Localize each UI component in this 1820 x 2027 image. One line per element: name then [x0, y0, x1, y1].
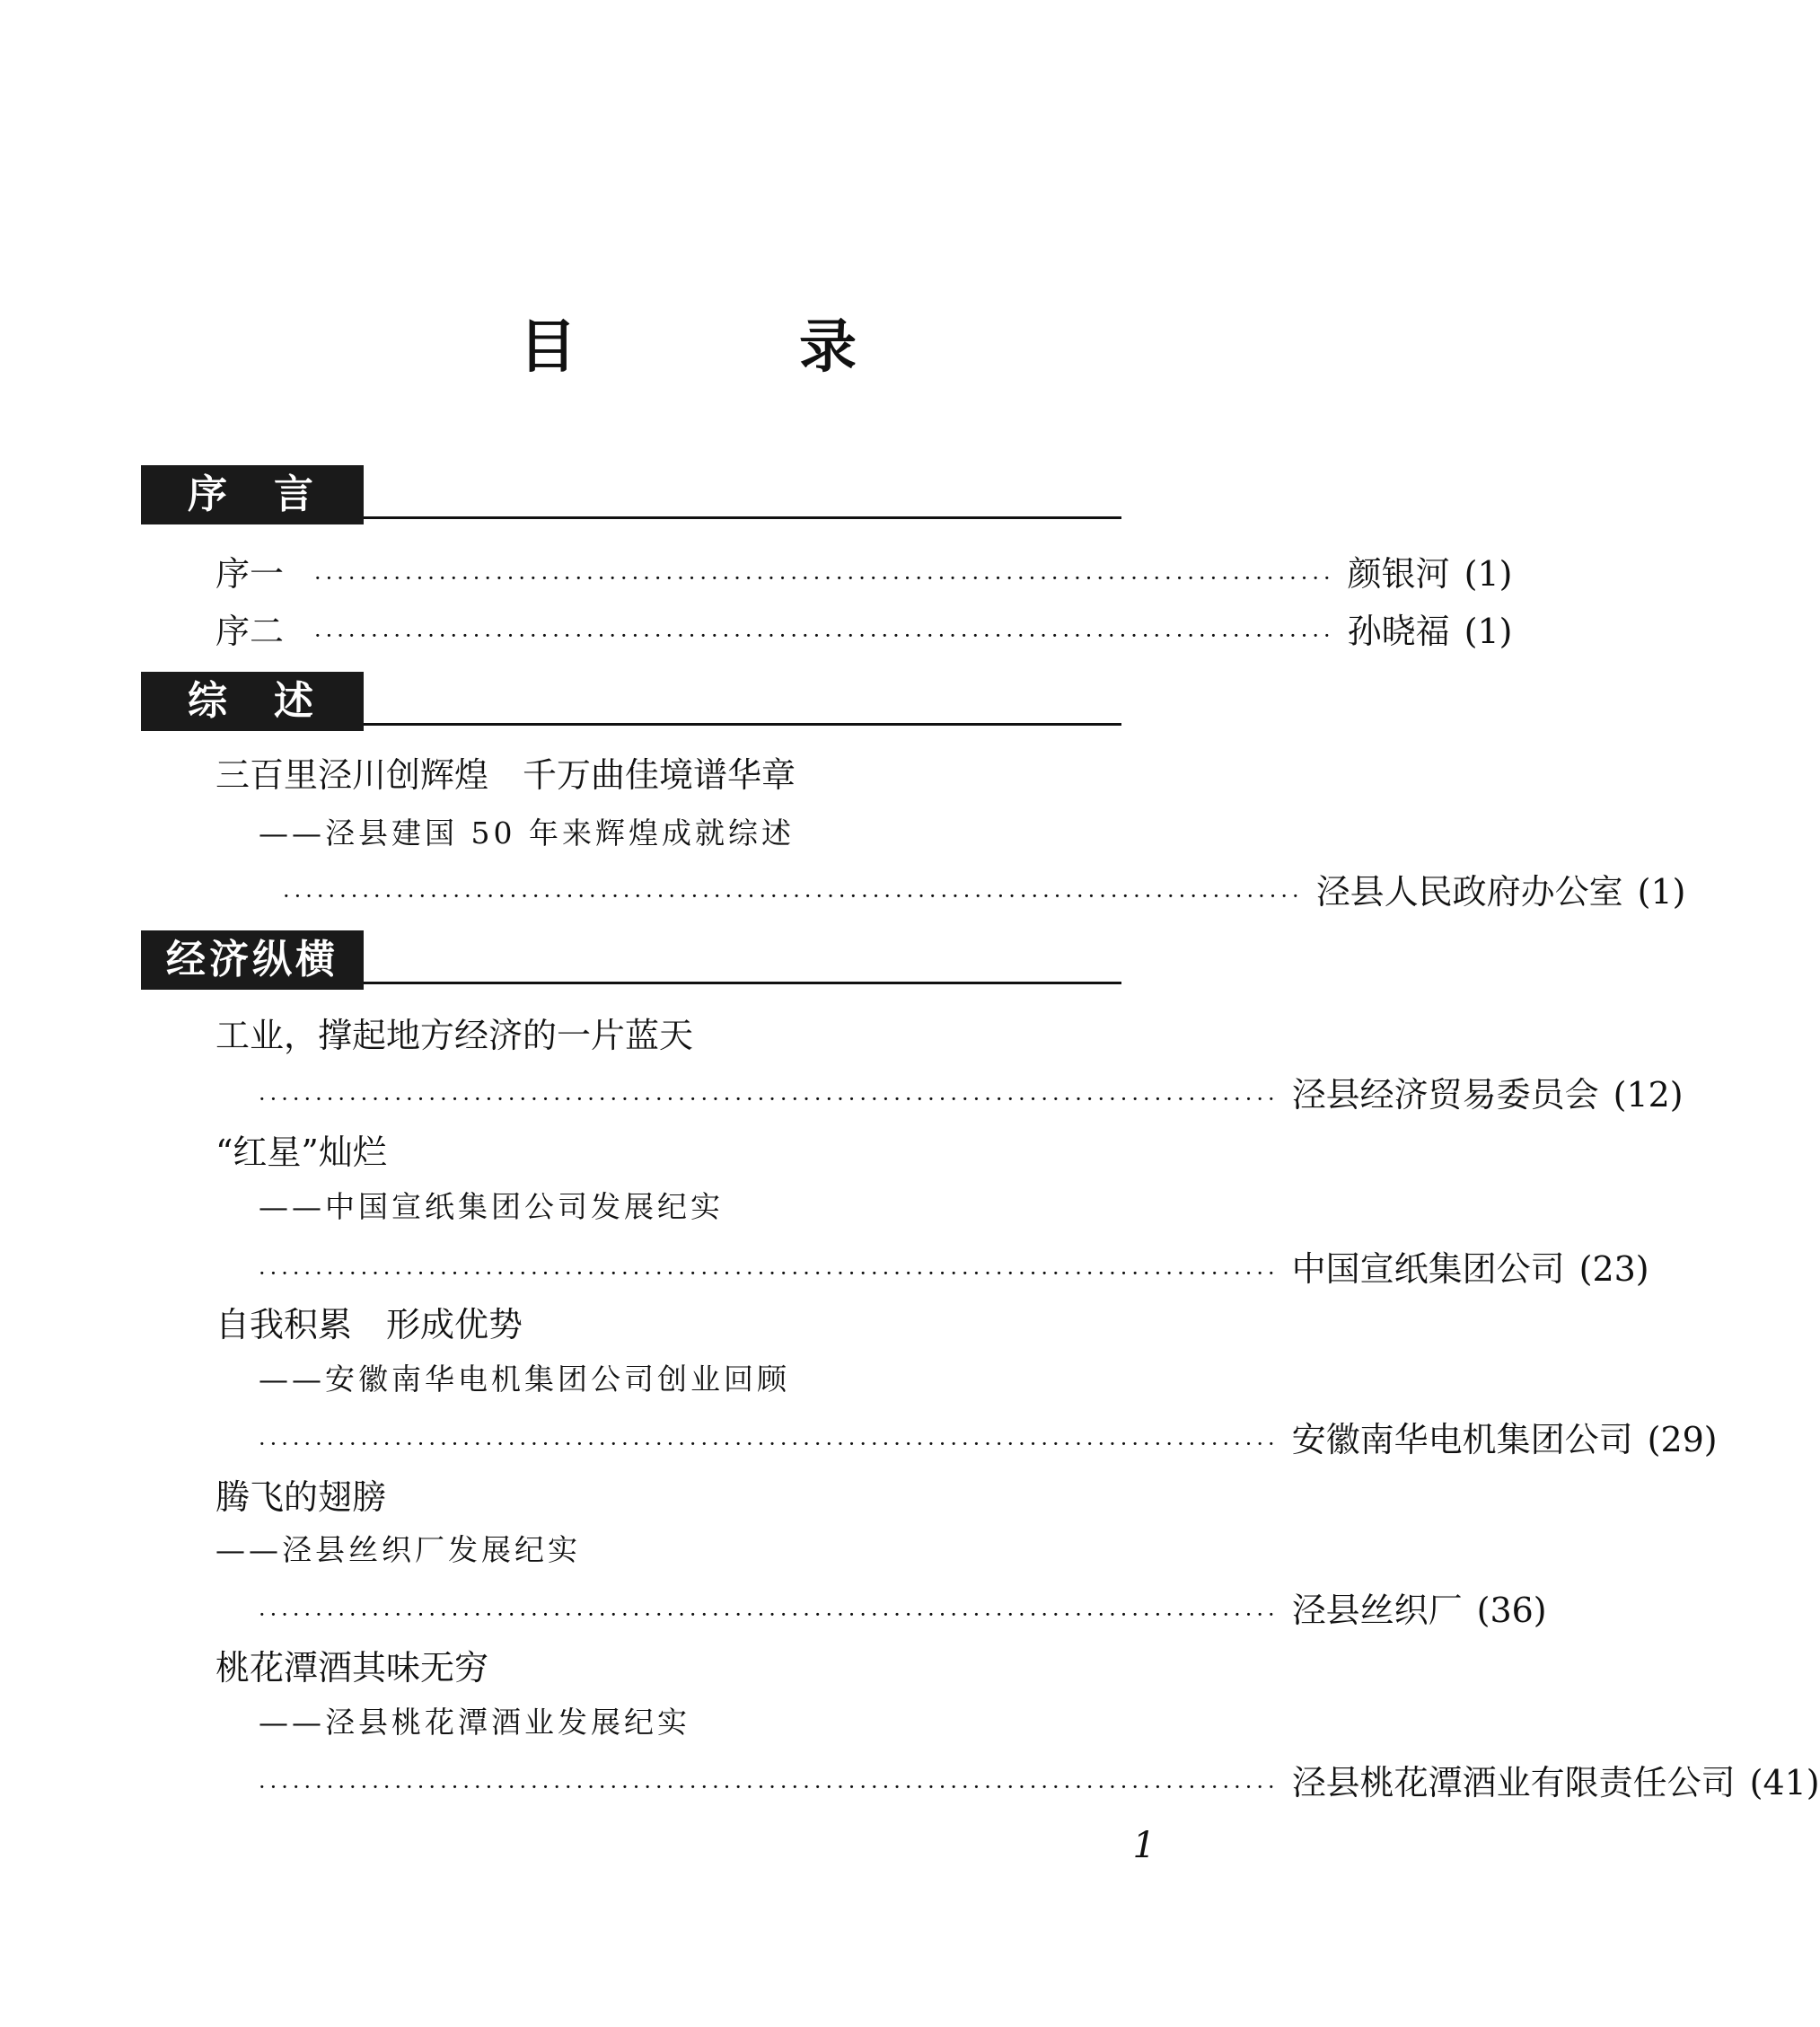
dot-leader: ··························································································: [259, 1087, 1279, 1112]
toc-entry-title[interactable]: 三百里泾川创辉煌 千万曲佳境谱华章: [215, 755, 796, 795]
toc-entry-page: (29): [1647, 1420, 1718, 1459]
dot-leader: ··························································································: [259, 1261, 1279, 1286]
toc-entry-subtitle: ——泾县丝织厂发展纪实: [215, 1532, 581, 1567]
toc-entry-title[interactable]: 序二: [215, 612, 285, 651]
dot-leader: ··························································································: [314, 623, 1335, 648]
section-rule: [364, 516, 1121, 519]
toc-entry-page: (41): [1749, 1763, 1820, 1802]
toc-entry-page: (36): [1476, 1591, 1547, 1630]
toc-entry-author: 颜银河: [1347, 554, 1450, 594]
dot-leader: ··························································································: [259, 1602, 1279, 1627]
toc-entry-subtitle: ——泾县桃花潭酒业发展纪实: [259, 1705, 690, 1740]
toc-entry-line[interactable]: [259, 1241, 1649, 1291]
toc-entry-author: 中国宣纸集团公司: [1291, 1249, 1565, 1289]
toc-entry-author: 泾县人民政府办公室: [1315, 872, 1623, 912]
section-label: 综 述: [141, 672, 364, 731]
toc-entry-author: 安徽南华电机集团公司: [1291, 1420, 1633, 1459]
toc-entry-title[interactable]: 序一: [215, 554, 285, 594]
toc-entry-line[interactable]: [259, 1412, 1718, 1461]
toc-entry-author: 泾县桃花潭酒业有限责任公司: [1291, 1763, 1736, 1802]
toc-entry-title[interactable]: 桃花潭酒其味无穷: [215, 1648, 489, 1688]
toc-entry-page: (1): [1464, 554, 1513, 594]
toc-entry-line[interactable]: [259, 1755, 1820, 1804]
section-label: 序 言: [141, 465, 364, 524]
toc-entry-line[interactable]: [259, 1582, 1547, 1632]
toc-entry-subtitle: ——泾县建国 50 年来辉煌成就综述: [259, 815, 795, 850]
toc-entry-title[interactable]: “红星”灿烂: [215, 1132, 387, 1172]
toc-entry-page: (1): [1464, 612, 1513, 651]
section-rule: [364, 982, 1121, 984]
toc-entry-title[interactable]: 腾飞的翅膀: [215, 1477, 387, 1517]
toc-entry-line[interactable]: [314, 604, 1513, 653]
toc-entry-author: 泾县丝织厂: [1291, 1591, 1463, 1630]
toc-entry-line[interactable]: [283, 864, 1686, 913]
toc-entry-subtitle: ——安徽南华电机集团公司创业回顾: [259, 1362, 790, 1397]
toc-entry-title[interactable]: 自我积累 形成优势: [215, 1305, 523, 1344]
section-header-economy: [141, 930, 1121, 990]
dot-leader: ··························································································: [259, 1775, 1279, 1800]
dot-leader: ··························································································: [314, 566, 1335, 591]
toc-entry-author: 孙晓福: [1347, 612, 1450, 651]
toc-entry-page: (12): [1613, 1075, 1684, 1115]
section-label: 经济纵横: [141, 930, 364, 990]
dot-leader: ··························································································: [283, 884, 1304, 909]
toc-entry-page: (23): [1578, 1249, 1649, 1289]
page-title: 目 录: [519, 314, 939, 381]
toc-entry-subtitle: ——中国宣纸集团公司发展纪实: [259, 1189, 724, 1224]
toc-entry-line[interactable]: [314, 546, 1513, 595]
toc-entry-title[interactable]: 工业，撑起地方经济的一片蓝天: [215, 1016, 694, 1055]
section-header-preface: [141, 465, 1121, 524]
section-header-overview: [141, 672, 1121, 731]
page-number: 1: [1132, 1825, 1156, 1866]
dot-leader: ··························································································: [259, 1432, 1279, 1457]
toc-entry-page: (1): [1637, 872, 1686, 912]
toc-entry-author: 泾县经济贸易委员会: [1291, 1075, 1599, 1115]
toc-entry-line[interactable]: [259, 1067, 1684, 1116]
section-rule: [364, 723, 1121, 726]
